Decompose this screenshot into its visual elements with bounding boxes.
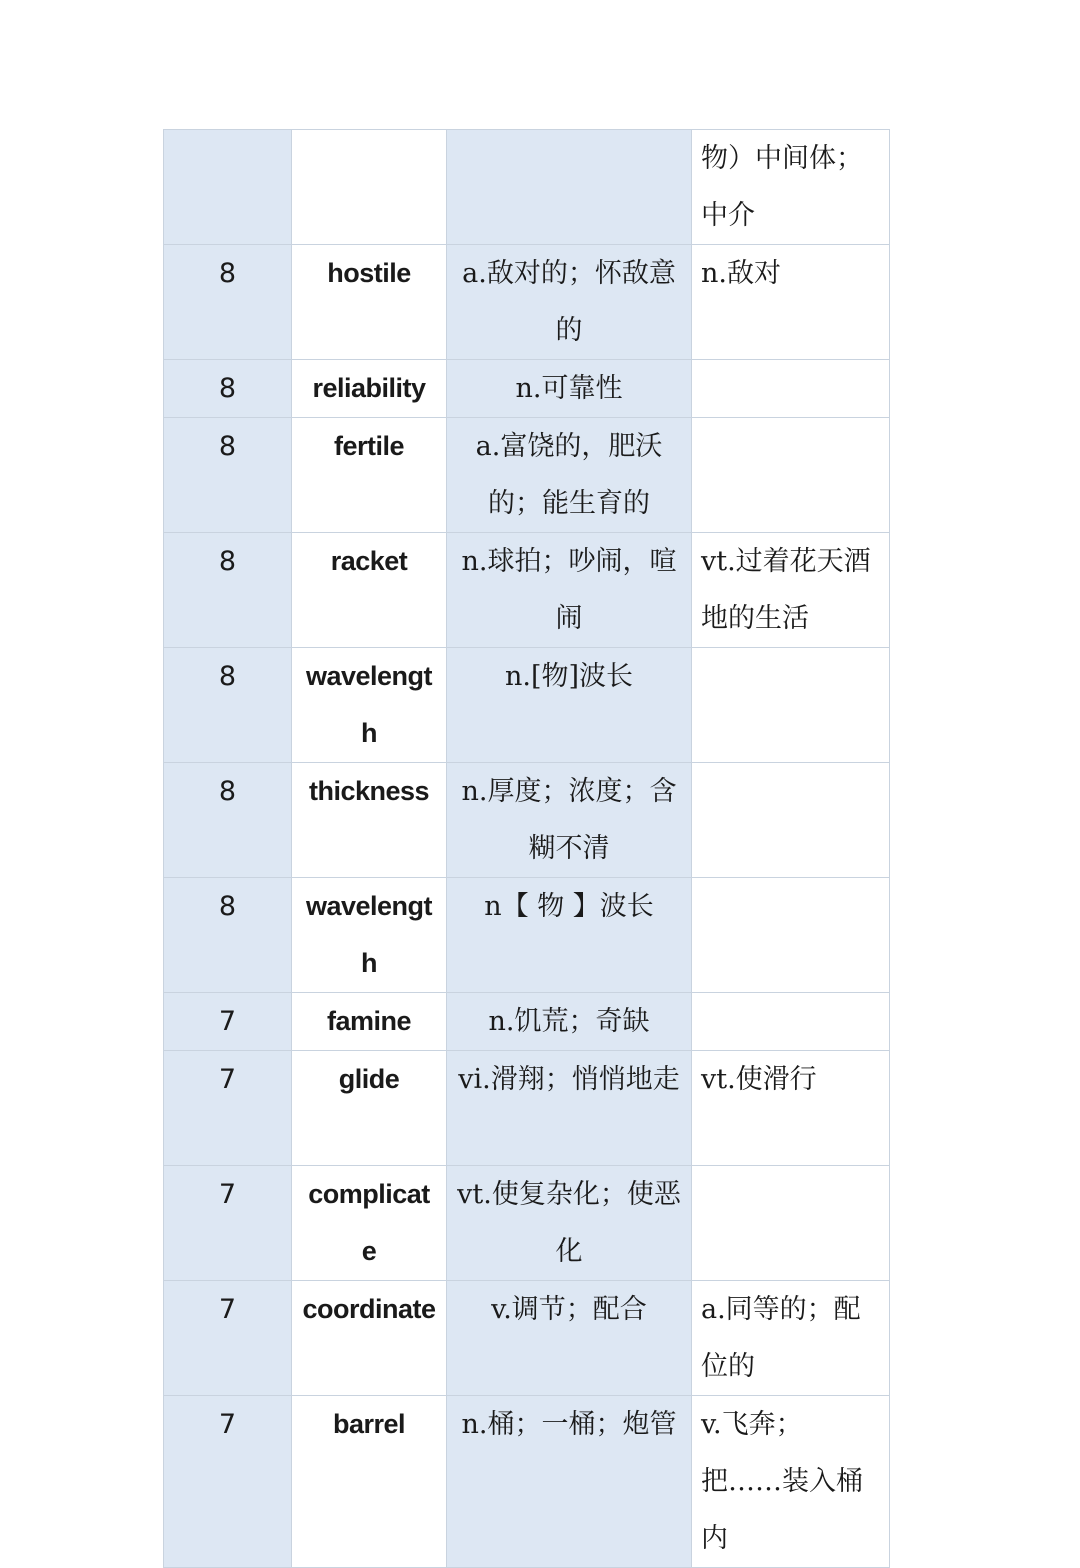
word-cell: famine [292, 993, 447, 1051]
meaning-cell: a.敌对的；怀敌意的 [447, 245, 692, 360]
table-row [164, 130, 890, 245]
table-row [164, 533, 890, 648]
meaning-cell: n【 物 】波长 [447, 878, 692, 993]
word-cell: racket [292, 533, 447, 648]
extra-meaning-cell [692, 418, 890, 533]
extra-meaning-cell: vt.使滑行 [692, 1051, 890, 1166]
vocabulary-table [163, 129, 890, 1568]
frequency-cell: 7 [164, 993, 292, 1051]
word-cell: fertile [292, 418, 447, 533]
meaning-cell: vi.滑翔；悄悄地走 [447, 1051, 692, 1166]
frequency-cell: 7 [164, 1051, 292, 1166]
frequency-cell: 8 [164, 533, 292, 648]
frequency-cell: 8 [164, 878, 292, 993]
meaning-cell: n.可靠性 [447, 360, 692, 418]
frequency-cell: 8 [164, 245, 292, 360]
frequency-cell: 8 [164, 360, 292, 418]
table-row [164, 993, 890, 1051]
word-cell: complicate [292, 1166, 447, 1281]
word-cell: wavelength [292, 648, 447, 763]
word-cell: glide [292, 1051, 447, 1166]
meaning-cell: n.[物]波长 [447, 648, 692, 763]
extra-meaning-cell [692, 993, 890, 1051]
extra-meaning-cell: vt.过着花天酒地的生活 [692, 533, 890, 648]
meaning-cell: n.饥荒；奇缺 [447, 993, 692, 1051]
word-cell: thickness [292, 763, 447, 878]
word-cell: coordinate [292, 1281, 447, 1396]
frequency-cell: 8 [164, 418, 292, 533]
word-cell: reliability [292, 360, 447, 418]
meaning-cell: a.富饶的，肥沃的；能生育的 [447, 418, 692, 533]
table-row [164, 1051, 890, 1166]
meaning-cell: v.调节；配合 [447, 1281, 692, 1396]
table-row [164, 1166, 890, 1281]
extra-meaning-cell [692, 360, 890, 418]
frequency-cell: 8 [164, 763, 292, 878]
extra-meaning-cell: n.敌对 [692, 245, 890, 360]
word-cell: barrel [292, 1396, 447, 1568]
table-row [164, 878, 890, 993]
meaning-cell: vt.使复杂化；使恶化 [447, 1166, 692, 1281]
table-row [164, 418, 890, 533]
extra-meaning-cell: 物）中间体；中介 [692, 130, 890, 245]
meaning-cell [447, 130, 692, 245]
table-row [164, 763, 890, 878]
frequency-cell: 7 [164, 1396, 292, 1568]
table-row [164, 648, 890, 763]
word-cell: wavelength [292, 878, 447, 993]
frequency-cell: 7 [164, 1281, 292, 1396]
frequency-cell: 8 [164, 648, 292, 763]
table-row [164, 360, 890, 418]
table-row [164, 1396, 890, 1568]
word-cell [292, 130, 447, 245]
extra-meaning-cell [692, 1166, 890, 1281]
table-row [164, 245, 890, 360]
extra-meaning-cell [692, 763, 890, 878]
table-row [164, 1281, 890, 1396]
frequency-cell: 7 [164, 1166, 292, 1281]
extra-meaning-cell: a.同等的；配位的 [692, 1281, 890, 1396]
frequency-cell [164, 130, 292, 245]
word-cell: hostile [292, 245, 447, 360]
meaning-cell: n.桶；一桶；炮管 [447, 1396, 692, 1568]
extra-meaning-cell: v.飞奔；把……装入桶内 [692, 1396, 890, 1568]
extra-meaning-cell [692, 878, 890, 993]
meaning-cell: n.球拍；吵闹，喧闹 [447, 533, 692, 648]
meaning-cell: n.厚度；浓度；含糊不清 [447, 763, 692, 878]
extra-meaning-cell [692, 648, 890, 763]
